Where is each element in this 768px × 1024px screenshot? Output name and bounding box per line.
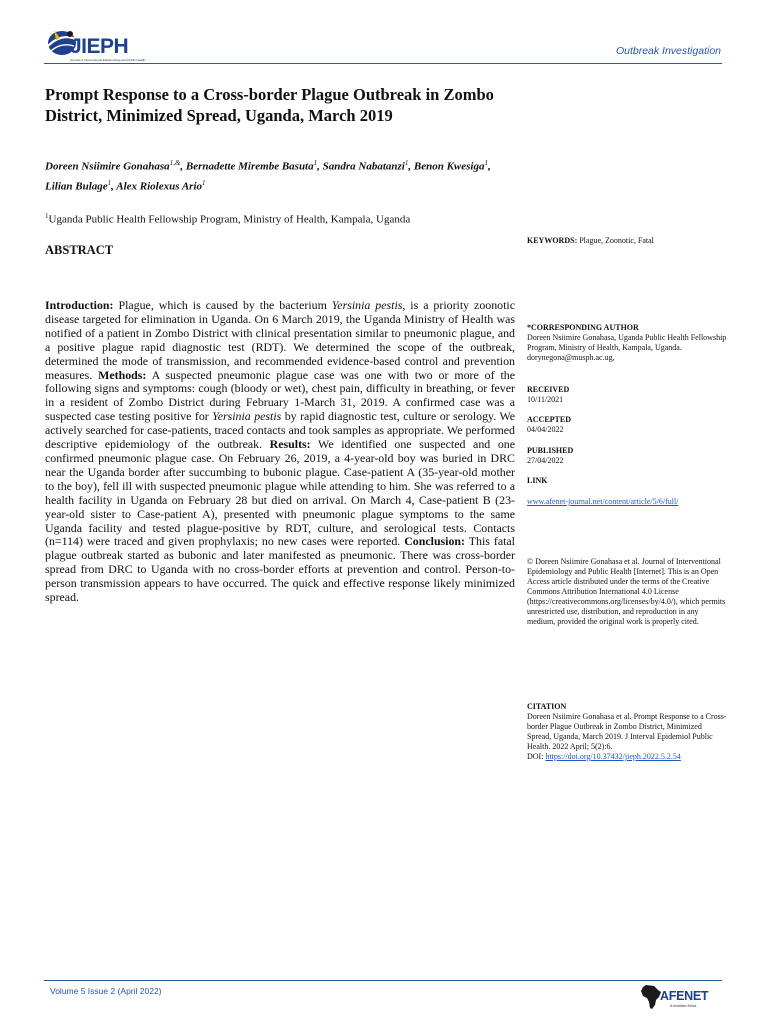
intro-label: Introduction: xyxy=(45,298,114,312)
keywords-label: KEYWORDS: xyxy=(527,236,578,245)
author-name: Doreen Nsiimire Gonahasa xyxy=(45,160,170,173)
keywords xyxy=(527,236,727,246)
results-text: We identified one suspected and one confirmed pneumonic plague case. On February 26, 2019, a 4-year-old boy was buried in DRC near the Uganda border after succumbing to bubonic plague. Case-patient A (35-year-old mother to the boy), fell ill with suspected pneumonic plague while attending to him. She was referred to a health facility in Uganda on February 28 but died on arrival. On March 4, Case-patient B (23-year-old sister to Case-patient A), presented with pneumonic plague symptoms to the same Uganda facility and tested plague-positive by RDT, culture, and serological tests. Contacts (n=114) were traced and given prophylaxis; no new cases were reported. xyxy=(45,437,516,549)
accepted-date: 04/04/2022 xyxy=(527,425,564,434)
link-label: LINK xyxy=(527,476,548,485)
doi-line xyxy=(527,752,727,762)
results-label: Results: xyxy=(269,437,311,452)
conclusion-label: Conclusion: xyxy=(404,534,466,549)
article-link[interactable]: www.afenet-journal.net/content/article/5/6/full/ xyxy=(527,497,679,506)
logo-wordmark: JIEPH xyxy=(70,35,129,58)
citation-block xyxy=(527,702,727,762)
affiliation xyxy=(45,212,515,226)
author-affil-sup: 1 xyxy=(404,159,409,167)
accepted-label: ACCEPTED xyxy=(527,415,572,424)
methods-text: A suspected pneumonic plague case was one with two or more of the following signs and symptoms: cough (bloody or wet), chest pain, difficulty in breathing, or fever in a resident of Zombo District during February 1-March 31, 2019. A confirmed case was a suspected case testing positive for xyxy=(45,367,515,424)
copyright-notice: © Doreen Nsiimire Gonahasa et al. Journal of Interventional Epidemiology and Public Health [Internet]. This is an Open Access article distributed under the terms of the Creative Commons Attribution International 4.0 License (https://creativecommons.org/licenses/by/4.0/), which permits unrestricted use, distribution, and reproduction in any medium, provided the original work is properly cited. xyxy=(527,557,726,626)
author-affil-sup: 1 xyxy=(313,159,318,167)
doi-link[interactable]: https://doi.org/10.37432/jieph.2022.5.2.54 xyxy=(545,752,681,761)
author-affil-sup: 1 xyxy=(107,178,112,187)
published-block xyxy=(527,446,727,466)
methods-text: by rapid diagnostic test, culture or serology. We actively searched for case-patients, traced contacts and took samples as appropriate. We performed descriptive epidemiology of the outbreak. xyxy=(45,409,515,452)
author-affil-sup: 1,& xyxy=(169,159,181,167)
corresponding-text: Doreen Nsiimire Gonahasa, Uganda Public Health Fellowship Program, Ministry of Health, Kampala, Uganda. dorynegona@musph.ac.ug, xyxy=(527,333,727,362)
species-name: Yersinia pestis xyxy=(331,298,403,312)
article-title: Prompt Response to a Cross-border Plague Outbreak in Zombo District, Minimized Spread, Uganda, March 2019 xyxy=(45,85,494,125)
published-date: 27/04/2022 xyxy=(527,456,564,465)
volume-issue: Volume 5 Issue 2 (April 2022) xyxy=(50,986,162,996)
corresponding-author xyxy=(527,323,727,363)
author-affil-sup: 1 xyxy=(202,178,206,187)
conclusion-text: This fatal plague outbreak started as bubonic and later manifested as pneumonic. There was cross-border spread from DRC to Uganda with no cross-border efforts at prevention and control. Person-to-person transmission appears to have occurred. The quick and effective response likely minimized spread. xyxy=(45,534,515,605)
header-divider xyxy=(44,63,722,64)
author-list: Doreen Nsiimire Gonahasa$^{1,\&}$, Bernadette Mirembe Basuta$^1$, Sandra Nabatanzi$^1$, Benon Kwesiga$^1$, Lilian Bulage$^1$, Alex Riolexus Ario$^1$ xyxy=(45,159,491,193)
accepted-block xyxy=(527,415,727,435)
link-block xyxy=(527,476,727,486)
received-label: RECEIVED xyxy=(527,385,570,394)
citation-text: Doreen Nsiimire Gonahasa et al. Prompt Response to a Cross-border Plague Outbreak in Zombo District, Minimized Spread, Uganda, March 2019. J Interval Epidemiol Public Health. 2022 April; 5(2):6. xyxy=(527,712,727,751)
author-name: Bernadette Mirembe Basuta xyxy=(185,160,314,173)
affiliation-text: Uganda Public Health Fellowship Program, Ministry of Health, Kampala, Uganda xyxy=(48,213,411,226)
logo-tagline: Journal of Interventional Epidemiology and Public Health xyxy=(70,58,146,62)
footer-divider xyxy=(44,980,722,981)
author-name: Lilian Bulage xyxy=(45,180,108,193)
abstract-heading: ABSTRACT xyxy=(45,243,114,257)
author-affil-sup: 1 xyxy=(484,159,488,167)
jieph-logo xyxy=(44,24,156,66)
afenet-logo xyxy=(640,983,726,1011)
affiliation-sup: 1 xyxy=(45,212,49,220)
author-name: Sandra Nabatanzi xyxy=(322,160,405,173)
africa-map-icon xyxy=(640,984,662,1010)
keywords-text: Plague, Zoonotic, Fatal xyxy=(577,236,654,245)
citation-label: CITATION xyxy=(527,702,567,711)
abstract-body xyxy=(45,299,515,605)
published-label: PUBLISHED xyxy=(527,446,574,455)
afenet-tagline: A healthier Africa xyxy=(670,1004,697,1008)
intro-text: Plague, which is caused by the bacterium xyxy=(113,298,332,312)
methods-label: Methods: xyxy=(98,367,147,382)
intro-text: , is a priority zoonotic disease targeted for elimination in Uganda. On 6 March 2019, the Uganda Ministry of Health was notified of a patient in Zombo District with clinical presentation similar to pneumonic plague, and a positive plague rapid diagnostic test (RDT). We determined the scope of the outbreak, determined the mode of transmission, and recommended evidence-based control and prevention measures. xyxy=(45,298,515,382)
doi-label: DOI: xyxy=(527,752,546,761)
article-link-wrap xyxy=(527,497,727,507)
afenet-wordmark: AFENET xyxy=(660,989,709,1003)
author-name: Alex Riolexus Ario xyxy=(116,180,203,193)
section-label: Outbreak Investigation xyxy=(615,45,721,57)
received-date: 10/11/2021 xyxy=(527,395,564,404)
received-block xyxy=(527,385,727,405)
author-name: Benon Kwesiga xyxy=(413,160,485,173)
corresponding-label: *CORRESPONDING AUTHOR xyxy=(527,323,639,332)
species-name: Yersinia pestis xyxy=(212,409,282,424)
